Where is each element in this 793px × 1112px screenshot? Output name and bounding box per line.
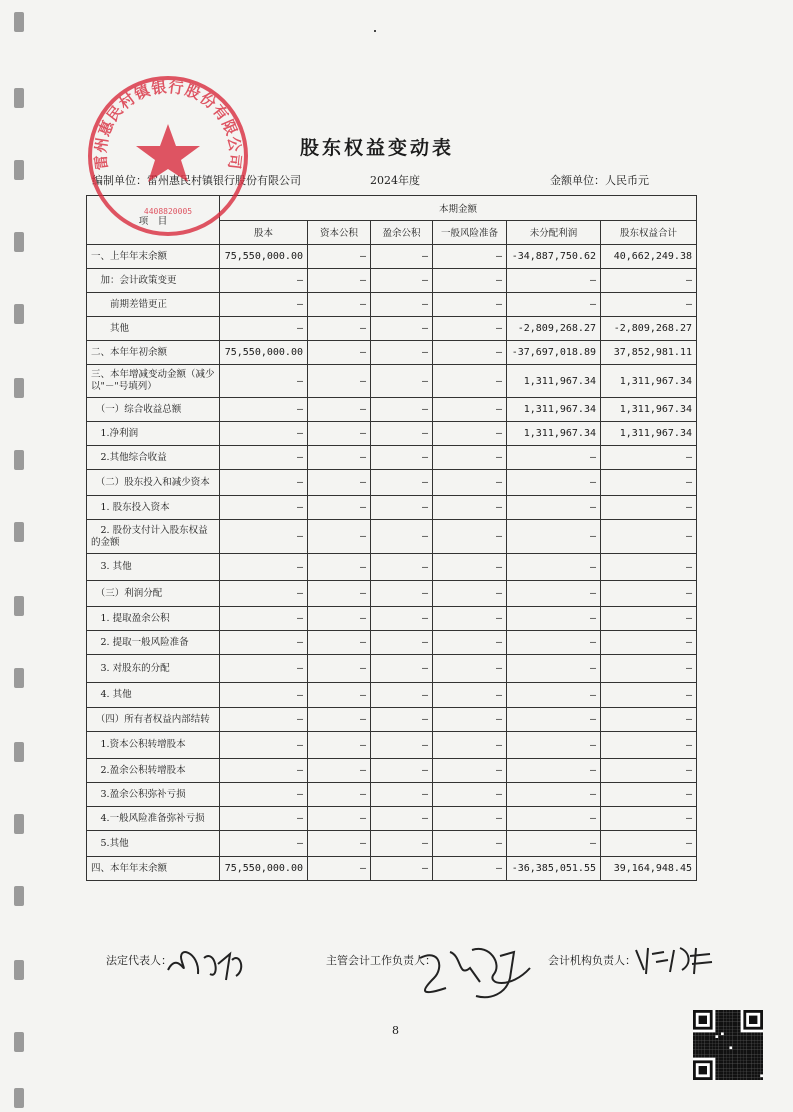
cell-value: -2,809,268.27 [601,317,697,341]
cell-value: – [601,655,697,683]
cell-value: – [507,655,601,683]
item-header: 项 目 [87,196,220,245]
cell-value: – [308,655,371,683]
cell-value: -37,697,018.89 [507,341,601,365]
cell-value: – [601,783,697,807]
cell-value: – [433,857,507,881]
cell-value: – [308,496,371,520]
cell-value: – [371,631,433,655]
row-label: 2. 提取一般风险准备 [87,631,220,655]
cell-value: – [308,317,371,341]
cell-value: – [308,831,371,857]
cell-value: – [433,759,507,783]
accounting-head-signature [630,940,720,980]
cell-value: – [601,581,697,607]
cell-value: 1,311,967.34 [601,365,697,398]
page-title: 股东权益变动表 [300,137,455,159]
cell-value: – [371,293,433,317]
row-label: 加：会计政策变更 [87,269,220,293]
table-row [87,269,697,293]
table-row [87,655,697,683]
accounting-head-label: 会计机构负责人： [548,954,636,967]
cell-value: – [308,341,371,365]
cell-value: – [371,831,433,857]
cell-value: – [371,857,433,881]
column-header: 股东权益合计 [601,220,697,245]
cell-value: -34,887,750.62 [507,245,601,269]
cell-value: – [507,708,601,732]
cell-value: – [601,683,697,708]
cell-value: – [433,470,507,496]
cell-value: – [371,422,433,446]
cell-value: – [433,245,507,269]
cell-value: – [308,581,371,607]
company-seal [86,74,250,238]
cell-value: – [507,683,601,708]
column-header: 一般风险准备 [433,220,507,245]
cell-value: – [220,365,308,398]
cell-value: – [507,732,601,759]
cell-value: – [371,581,433,607]
cell-value: – [433,581,507,607]
svg-text:雷州惠民村镇银行股份有限公司: 雷州惠民村镇银行股份有限公司 [91,77,245,171]
cell-value: – [433,317,507,341]
cell-value: – [220,446,308,470]
cell-value: – [507,631,601,655]
cell-value: – [371,520,433,554]
cell-value: – [601,708,697,732]
cell-value: – [601,759,697,783]
cell-value: – [371,398,433,422]
speck [374,30,376,32]
cell-value: – [601,631,697,655]
cell-value: – [371,807,433,831]
equity-statement-table [86,195,697,881]
chief-accountant-label: 主管会计工作负责人： [326,954,436,967]
table-row [87,554,697,581]
cell-value: 1,311,967.34 [601,398,697,422]
group-header: 本期金额 [220,196,697,221]
cell-value: – [308,422,371,446]
row-label: 1. 提取盈余公积 [87,607,220,631]
cell-value: – [601,520,697,554]
column-header: 股本 [220,220,308,245]
cell-value: – [433,683,507,708]
cell-value: – [308,245,371,269]
table-row [87,446,697,470]
cell-value: – [601,831,697,857]
cell-value: – [371,245,433,269]
table-row [87,607,697,631]
row-label: （四）所有者权益内部结转 [87,708,220,732]
row-label: 3.盈余公积弥补亏损 [87,783,220,807]
cell-value: – [220,655,308,683]
cell-value: – [308,857,371,881]
cell-value: – [220,470,308,496]
table-row [87,708,697,732]
table-row [87,831,697,857]
cell-value: – [433,783,507,807]
table-row [87,732,697,759]
cell-value: – [433,732,507,759]
cell-value: -36,385,051.55 [507,857,601,881]
cell-value: – [601,470,697,496]
row-label: 三、本年增减变动金额（减少以"－"号填列） [87,365,220,398]
cell-value: – [308,398,371,422]
cell-value: – [433,293,507,317]
cell-value: – [507,520,601,554]
row-label: 4. 其他 [87,683,220,708]
cell-value: – [601,446,697,470]
table-row [87,245,697,269]
cell-value: – [308,470,371,496]
cell-value: 37,852,981.11 [601,341,697,365]
row-label: 2. 股份支付计入股东权益的金额 [87,520,220,554]
cell-value: – [433,365,507,398]
cell-value: – [371,655,433,683]
column-header: 资本公积 [308,220,371,245]
cell-value: – [220,554,308,581]
cell-value: – [308,759,371,783]
cell-value: – [601,496,697,520]
cell-value: – [308,607,371,631]
cell-value: – [308,269,371,293]
cell-value: – [220,581,308,607]
table-row [87,470,697,496]
cell-value: – [601,269,697,293]
cell-value: – [507,496,601,520]
period-label: 2024年度 [370,174,420,187]
row-label: （一）综合收益总额 [87,398,220,422]
cell-value: 75,550,000.00 [220,857,308,881]
cell-value: – [433,496,507,520]
cell-value: – [601,807,697,831]
table-row [87,857,697,881]
cell-value: – [308,631,371,655]
table-row [87,807,697,831]
table-row [87,581,697,607]
row-label: 2.盈余公积转增股本 [87,759,220,783]
cell-value: 75,550,000.00 [220,341,308,365]
cell-value: – [601,293,697,317]
cell-value: – [371,317,433,341]
table-row [87,341,697,365]
table-row [87,293,697,317]
row-label: 四、本年年末余额 [87,857,220,881]
row-label: 1.净利润 [87,422,220,446]
table-row [87,398,697,422]
table-row [87,759,697,783]
cell-value: – [507,783,601,807]
cell-value: – [371,607,433,631]
unit-label: 金额单位：人民币元 [550,174,649,187]
cell-value: – [220,269,308,293]
cell-value: – [433,446,507,470]
cell-value: – [308,783,371,807]
cell-value: – [308,683,371,708]
cell-value: – [433,631,507,655]
cell-value: 75,550,000.00 [220,245,308,269]
cell-value: – [371,683,433,708]
cell-value: – [507,831,601,857]
table-row [87,365,697,398]
cell-value: – [433,422,507,446]
cell-value: – [433,831,507,857]
cell-value: – [371,365,433,398]
cell-value: – [433,708,507,732]
cell-value: – [433,398,507,422]
svg-text:4408820005: 4408820005 [143,207,193,216]
row-label: 3. 其他 [87,554,220,581]
page-number: 8 [392,1024,399,1037]
row-label: 1.资本公积转增股本 [87,732,220,759]
cell-value: – [308,708,371,732]
table-row [87,683,697,708]
row-label: 3. 对股东的分配 [87,655,220,683]
legal-rep-label: 法定代表人： [106,954,172,967]
cell-value: – [220,807,308,831]
table-row [87,631,697,655]
cell-value: – [507,581,601,607]
cell-value: 39,164,948.45 [601,857,697,881]
cell-value: – [507,807,601,831]
row-label: 其他 [87,317,220,341]
cell-value: – [308,520,371,554]
cell-value: – [507,269,601,293]
cell-value: – [308,732,371,759]
cell-value: 1,311,967.34 [601,422,697,446]
cell-value: – [308,365,371,398]
cell-value: – [220,732,308,759]
cell-value: – [433,520,507,554]
row-label: 1. 股东投入资本 [87,496,220,520]
table-row [87,422,697,446]
cell-value: – [220,398,308,422]
cell-value: – [220,708,308,732]
cell-value: – [507,470,601,496]
cell-value: – [507,554,601,581]
cell-value: – [433,341,507,365]
cell-value: – [371,554,433,581]
cell-value: – [601,607,697,631]
cell-value: – [371,708,433,732]
cell-value: – [308,446,371,470]
cell-value: – [220,631,308,655]
cell-value: – [433,269,507,293]
row-label: （二）股东投入和减少资本 [87,470,220,496]
cell-value: – [371,759,433,783]
cell-value: – [371,341,433,365]
table-row [87,317,697,341]
row-label: 一、上年年末余额 [87,245,220,269]
cell-value: – [371,496,433,520]
cell-value: 1,311,967.34 [507,365,601,398]
row-label: 2.其他综合收益 [87,446,220,470]
table-row [87,520,697,554]
cell-value: – [371,269,433,293]
cell-value: -2,809,268.27 [507,317,601,341]
preparer-label: 编制单位：雷州惠民村镇银行股份有限公司 [92,174,301,187]
cell-value: – [220,783,308,807]
cell-value: – [220,520,308,554]
cell-value: – [220,607,308,631]
cell-value: – [308,293,371,317]
cell-value: – [371,446,433,470]
cell-value: – [433,554,507,581]
cell-value: – [220,683,308,708]
cell-value: – [308,554,371,581]
cell-value: – [220,317,308,341]
cell-value: – [507,759,601,783]
cell-value: – [507,293,601,317]
legal-rep-signature [160,940,250,990]
row-label: 5.其他 [87,831,220,857]
cell-value: – [371,732,433,759]
row-label: 前期差错更正 [87,293,220,317]
cell-value: – [220,496,308,520]
column-header: 盈余公积 [371,220,433,245]
cell-value: 1,311,967.34 [507,398,601,422]
cell-value: – [371,470,433,496]
table-row [87,783,697,807]
cell-value: – [371,783,433,807]
cell-value: – [601,732,697,759]
table-row [87,496,697,520]
row-label: 二、本年年初余额 [87,341,220,365]
cell-value: 1,311,967.34 [507,422,601,446]
cell-value: – [220,831,308,857]
cell-value: – [220,759,308,783]
cell-value: – [433,807,507,831]
cell-value: – [433,655,507,683]
cell-value: – [220,293,308,317]
cell-value: – [220,422,308,446]
row-label: 4.一般风险准备弥补亏损 [87,807,220,831]
cell-value: – [433,607,507,631]
cell-value: – [507,607,601,631]
column-header: 未分配利润 [507,220,601,245]
cell-value: – [601,554,697,581]
cell-value: – [308,807,371,831]
cell-value: – [507,446,601,470]
row-label: （三）利润分配 [87,581,220,607]
chief-accountant-signature [410,938,540,1008]
qr-code [693,1010,763,1080]
cell-value: 40,662,249.38 [601,245,697,269]
